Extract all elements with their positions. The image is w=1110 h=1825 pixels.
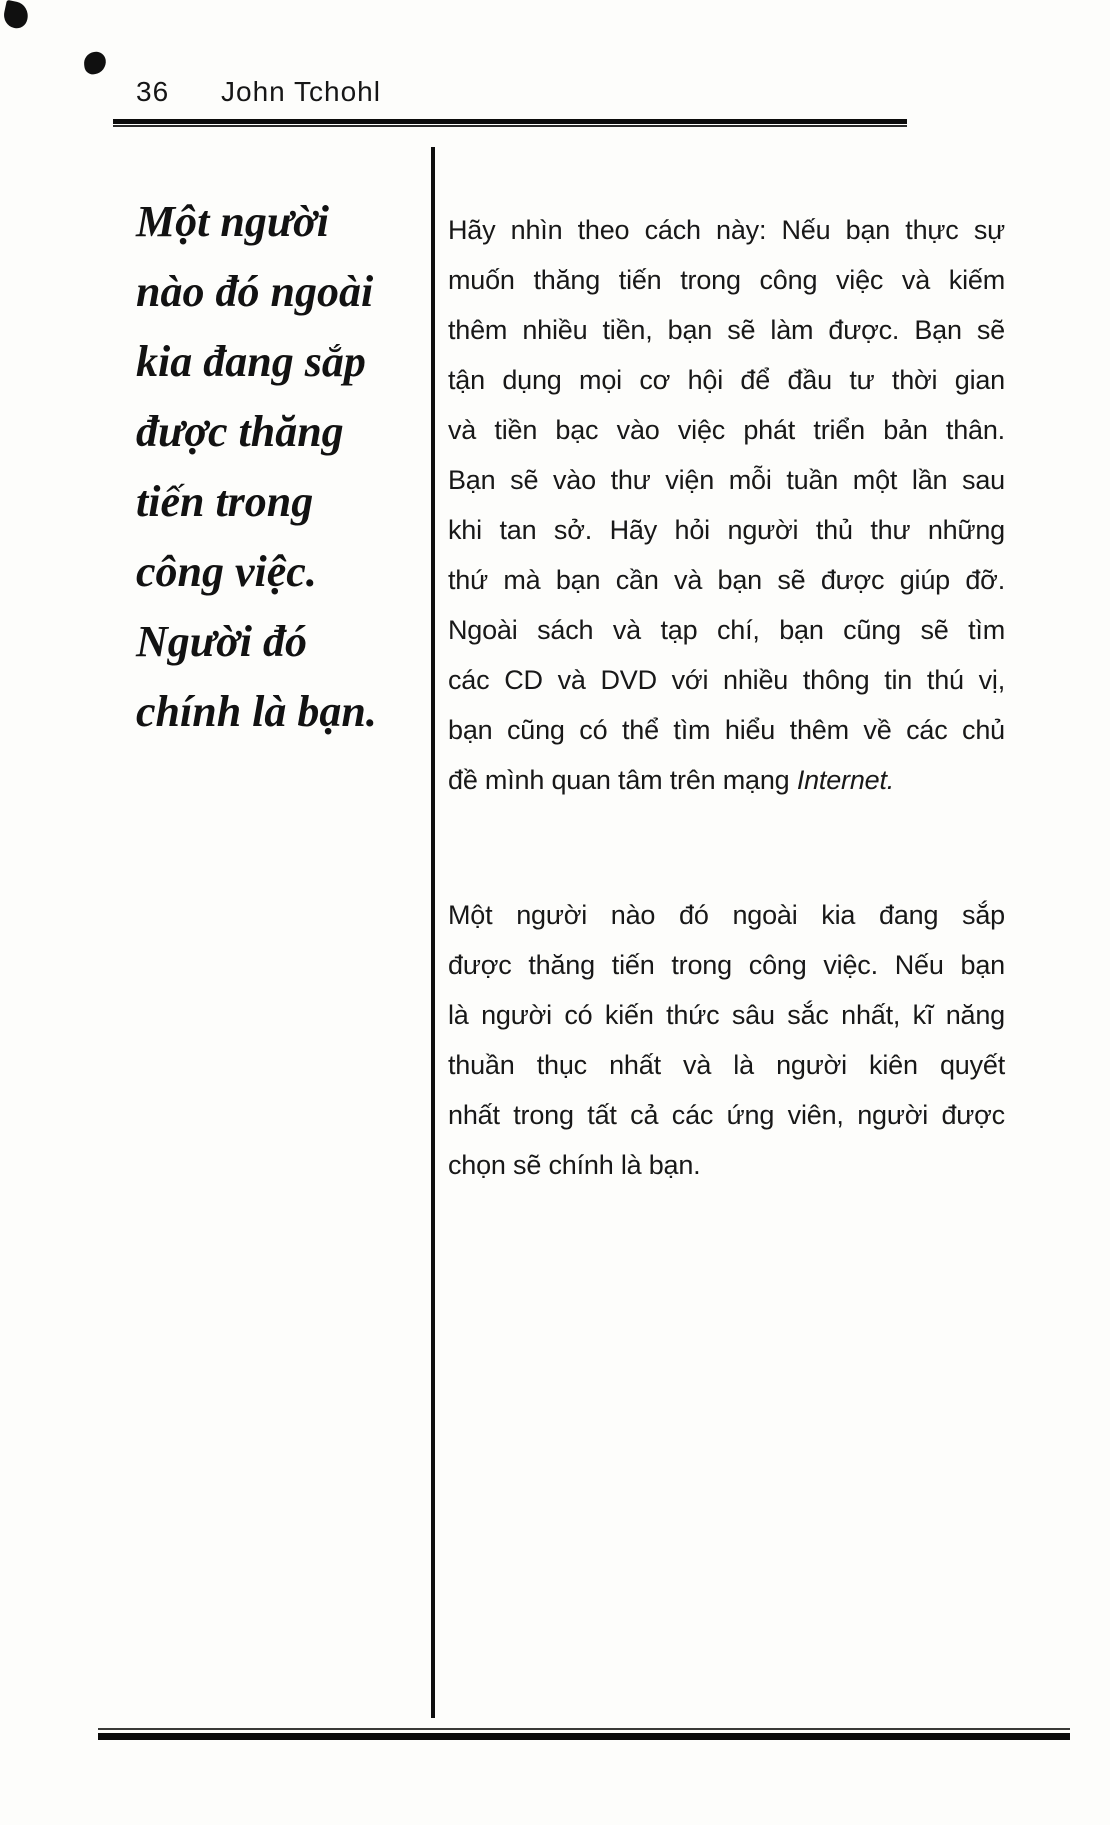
text-line: tận dụng mọi cơ hội để đầu tư thời gian xyxy=(448,365,1005,395)
text-line: công việc. xyxy=(136,547,317,596)
text-line: được thăng tiến trong công việc. Nếu bạn xyxy=(448,950,1005,980)
paragraph-last-line xyxy=(448,1140,1005,1190)
text-line: các CD và DVD với nhiều thông tin thú vị, xyxy=(448,665,1005,695)
page-number: 36 xyxy=(136,76,170,107)
header-rule-thick-line xyxy=(113,119,907,124)
pull-quote xyxy=(136,187,426,747)
column-divider xyxy=(431,147,435,1718)
text-line: Bạn sẽ vào thư viện mỗi tuần một lần sau xyxy=(448,465,1005,495)
text-line: khi tan sở. Hãy hỏi người thủ thư những xyxy=(448,515,1005,545)
text-line: bạn cũng có thể tìm hiểu thêm về các chủ xyxy=(448,715,1005,745)
text-line: tiến trong xyxy=(136,477,314,526)
last-line-text: đề mình quan tâm trên mạng xyxy=(448,765,797,795)
text-line: nào đó ngoài xyxy=(136,267,374,316)
last-line-italic-text: Internet. xyxy=(796,765,895,795)
scan-artifact xyxy=(83,51,108,76)
scan-artifact xyxy=(2,0,31,30)
text-line: là người có kiến thức sâu sắc nhất, kĩ năng xyxy=(448,1000,1005,1030)
text-line: kia đang sắp xyxy=(136,337,366,386)
last-line-text: chọn sẽ chính là bạn. xyxy=(448,1150,701,1180)
text-line: muốn thăng tiến trong công việc và kiếm xyxy=(448,265,1005,295)
paragraph-last-line xyxy=(448,755,1005,805)
text-line: chính là bạn. xyxy=(136,687,377,736)
body-paragraph-2 xyxy=(448,890,1005,1190)
text-line: được thăng xyxy=(136,407,344,456)
footer-rule-thick-line xyxy=(98,1733,1070,1740)
body-paragraph-1 xyxy=(448,205,1005,805)
text-line: Người đó xyxy=(136,617,307,666)
text-line: Một người nào đó ngoài kia đang sắp xyxy=(448,900,1005,930)
footer-rule xyxy=(98,1728,1070,1740)
text-line: Một người xyxy=(136,197,330,246)
running-header-author: John Tchohl xyxy=(221,76,381,107)
text-line: thuần thục nhất và là người kiên quyết xyxy=(448,1050,1005,1080)
paragraph-lines xyxy=(448,205,1005,755)
text-line: thêm nhiều tiền, bạn sẽ làm được. Bạn sẽ xyxy=(448,315,1005,345)
text-line: Ngoài sách và tạp chí, bạn cũng sẽ tìm xyxy=(448,615,1005,645)
text-line: nhất trong tất cả các ứng viên, người được xyxy=(448,1100,1005,1130)
text-line: và tiền bạc vào việc phát triển bản thân. xyxy=(448,415,1005,445)
footer-rule-thin-line xyxy=(98,1728,1070,1730)
header-rule-thin-line xyxy=(113,125,907,127)
header-rule xyxy=(113,119,907,127)
paragraph-lines xyxy=(448,890,1005,1140)
text-line: Hãy nhìn theo cách này: Nếu bạn thực sự xyxy=(448,215,1005,245)
text-line: thứ mà bạn cần và bạn sẽ được giúp đỡ. xyxy=(448,565,1005,595)
